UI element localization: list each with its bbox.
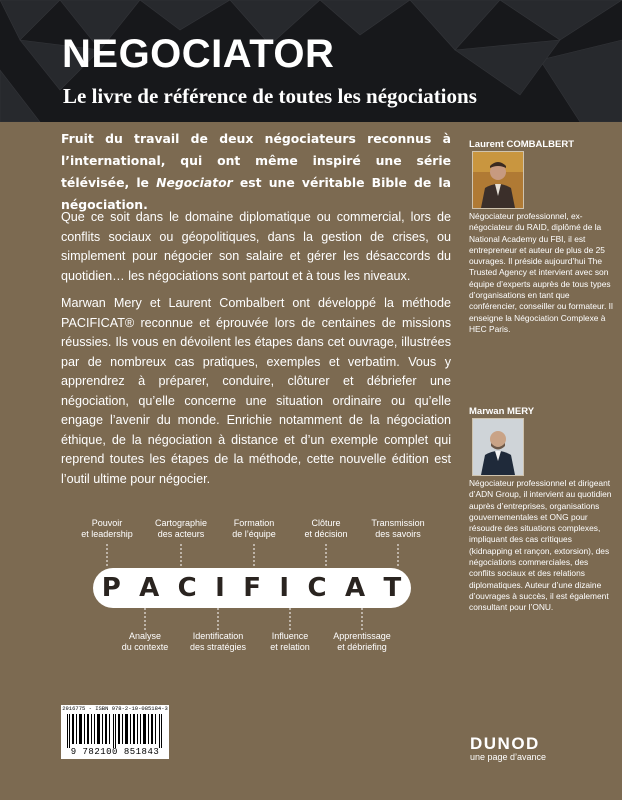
pacificat-letters [93,568,411,608]
barcode-number: 9 782100 851843 [70,747,160,757]
letter-p: P [101,573,122,603]
letter-c: C [177,573,198,603]
step-bottom-3: Influence et relation [270,631,310,652]
barcode [61,705,169,759]
author-bio-2: Négociateur professionnel et dirigeant d’ADN Group, il intervient au quotidien auprès d’entreprises, organisations gouvernementales et ONG pour résoudre des situations complexes, impliquant des cas critiques (kidnapping et rançon, extorsion), des négociations commerciales, des conflits sociaux et des relations diplomatiques. Auteur d’une dizaine d’ouvrages à succès, il est également consultant pour l’ONU. [469,478,612,613]
step-bottom-4: Apprentissage et débriefing [333,631,391,652]
lead-text-2: est une véritable Bible de la négociation. [61,175,451,212]
step-top-3: Formation de l’équipe [232,518,276,539]
pacificat-diagram [70,518,425,658]
barcode-bars-icon [67,714,163,748]
letter-t: T [383,573,403,603]
step-top-4: Clôture et décision [304,518,348,539]
header-banner [0,0,622,122]
publisher-logo: DUNOD [470,734,540,753]
letter-f: F [243,573,262,603]
lead-text-1: Fruit du travail de deux négociateurs reconnus à l’international, qui ont même inspiré une série télévisée, le [61,131,451,190]
letter-i: I [279,573,291,603]
author-name-2: Marwan MERY [469,406,535,417]
author-portrait-icon [473,152,523,208]
publisher-tagline: une page d’avance [470,752,547,762]
step-bottom-2: Identification des stratégies [189,631,247,652]
lead-paragraph [61,128,451,216]
step-top-5: Transmission des savoirs [371,518,425,539]
step-top-1: Pouvoir et leadership [81,518,133,539]
body-paragraph-1: Que ce soit dans le domaine diplomatique ou commercial, lors de conflits sociaux ou géopolitiques, dans la gestion de crises, ou simplement pour négocier son salaire et gérer les désaccords du quotidien… les négociations sont partout et à tous les niveaux. [61,210,451,283]
letter-a: A [344,573,367,603]
isbn-text: 2916775 - ISBN 978-2-10-085184-3 [62,705,168,712]
book-title: NEGOCIATOR [62,32,335,76]
letter-a: A [139,573,161,603]
letter-c: C [307,573,328,603]
author-bio-1: Négociateur professionnel, ex-négociateur du RAID, diplômé de la National Academy du FBI, il est entrepreneur et auteur de plus de 25 ouvrages. Il préside aujourd’hui The Trusted Agency et intervient avec son équipe d’experts auprès de tous types d’organisations en tant que conférencier, conseiller ou formateur. Il enseigne la Négociation Complexe à HEC Paris. [469,211,613,334]
author-photo-1 [472,151,524,209]
author-name-1: Laurent COMBALBERT [469,139,575,150]
author-portrait-icon [473,419,523,475]
lead-italic-title: Negociator [156,175,233,190]
step-bottom-1: Analyse du contexte [121,631,169,652]
step-top-2: Cartographie des acteurs [154,518,208,539]
author-photo-2 [472,418,524,476]
book-subtitle: Le livre de référence de toutes les négociations [63,84,477,108]
letter-i: I [215,573,226,603]
body-paragraph-2: Marwan Mery et Laurent Combalbert ont développé la méthode PACIFICAT® reconnue et éprouvée lors de centaines de missions réussies. Ils vous en dévoilent les étapes dans cet ouvrage, illustrées par de nombreux cas pratiques, exemples et verbatim. Vous y apprendrez à préparer, conduire, clôturer et débriefer une négociation, qu’elle concerne une situation ordinaire ou qu’elle engage l’avenir du monde. Enrichie notamment de la négociation éthique, de la négociation à distance et d’un exemple complet qui reprend toutes les étapes de la méthode, cette nouvelle édition est l’outil ultime pour négocier. [61,296,451,486]
